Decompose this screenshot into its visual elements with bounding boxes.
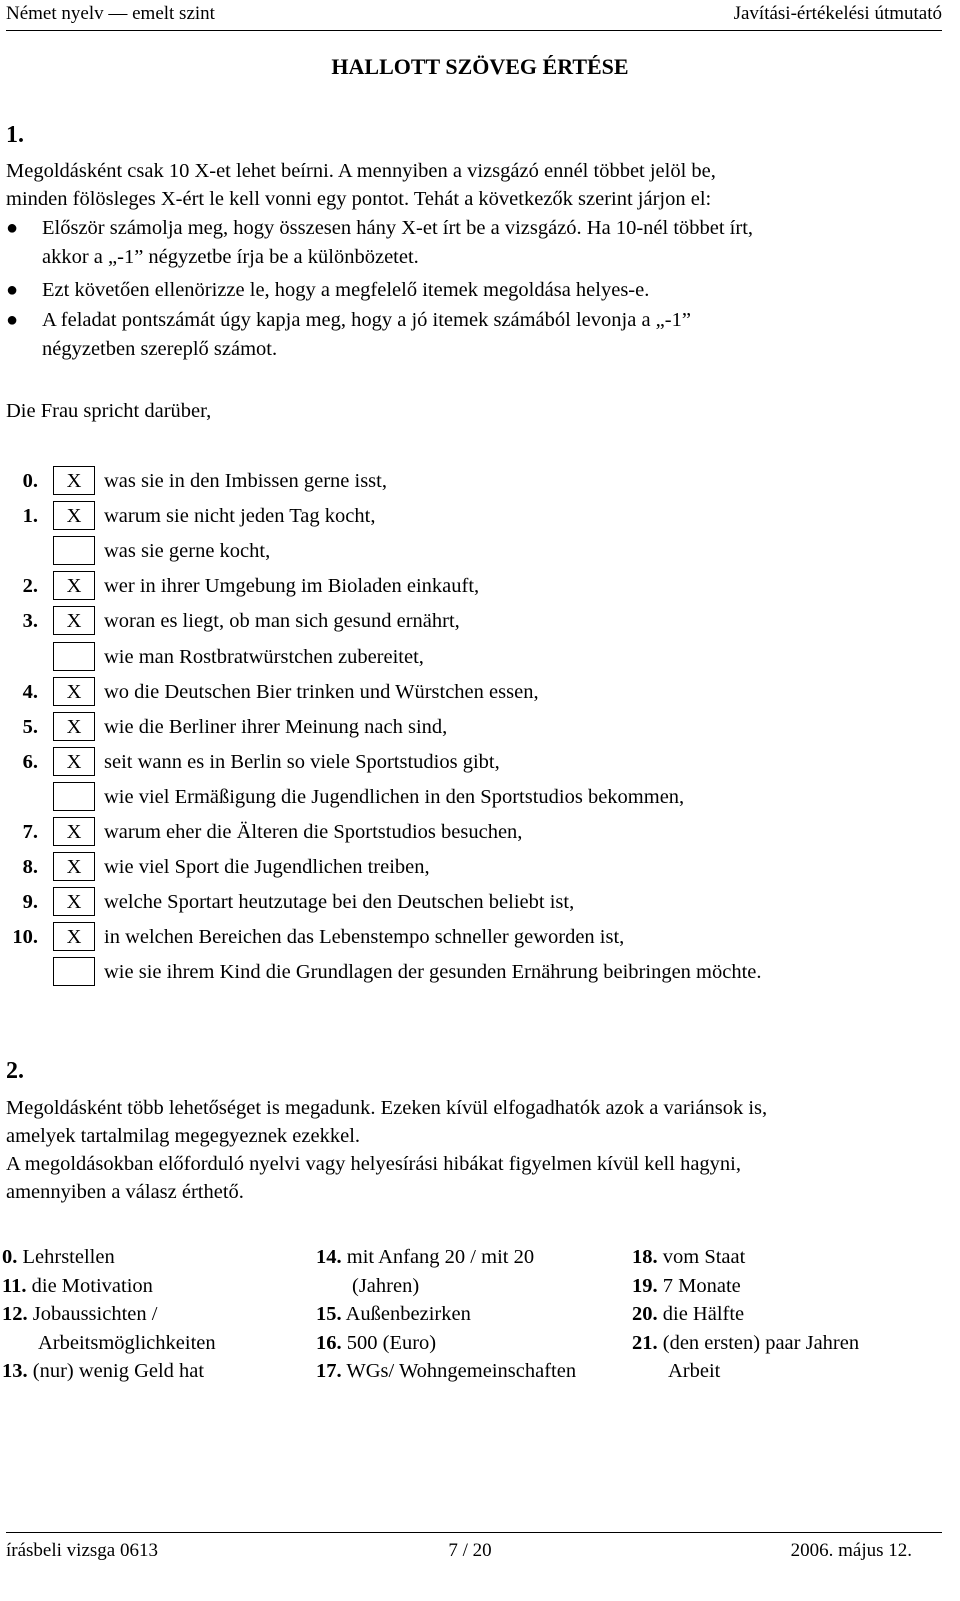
answer-checkbox: X — [53, 571, 95, 600]
option-text: warum eher die Älteren die Sportstudios besuchen, — [104, 821, 523, 843]
option-text: was sie in den Imbissen gerne isst, — [104, 470, 387, 492]
answer-text: Jobaussichten / — [32, 1303, 158, 1325]
option-row — [0, 747, 930, 777]
option-text: seit wann es in Berlin so viele Sportstudios gibt, — [104, 750, 500, 773]
answer-text: 500 (Euro) — [346, 1331, 437, 1354]
answer-item — [2, 1243, 115, 1272]
task2-para2-line1: A megoldásokban előforduló nyelvi vagy helyesírási hibákat figyelmen kívül kell hagyni, — [6, 1153, 741, 1175]
option-row — [0, 536, 930, 566]
bullet-text-line1: Először számolja meg, hogy összesen hány X-et írt be a vizsgázó. Ha 10-nél többet írt, — [42, 217, 754, 239]
option-number: 5. — [22, 715, 38, 738]
answer-item — [2, 1357, 204, 1386]
answer-item — [632, 1300, 744, 1329]
option-row — [0, 501, 930, 531]
answer-item — [2, 1300, 157, 1329]
answer-item — [632, 1243, 745, 1272]
answer-number: 21. — [632, 1331, 658, 1354]
option-text: wie viel Ermäßigung die Jugendlichen in den Sportstudios bekommen, — [104, 785, 685, 808]
option-text: was sie gerne kocht, — [104, 540, 271, 563]
task2-para1-line1: Megoldásként több lehetőséget is megadunk. Ezeken kívül elfogadhatók azok a variánsok is, — [6, 1097, 768, 1119]
option-number: 9. — [22, 891, 38, 914]
option-row — [0, 677, 930, 707]
task1-lead: Die Frau spricht darüber, — [6, 400, 212, 422]
answer-checkbox: X — [53, 466, 95, 495]
option-row — [0, 887, 930, 917]
option-number: 7. — [22, 821, 38, 843]
answer-number: 13. — [2, 1360, 28, 1382]
answer-text: Arbeit — [668, 1360, 721, 1382]
answer-text: die Motivation — [31, 1274, 153, 1297]
answer-item — [316, 1300, 471, 1329]
header-guide-title: Javítási-értékelési útmutató — [733, 3, 942, 24]
answer-item — [2, 1272, 153, 1301]
answer-number: 11. — [2, 1274, 27, 1297]
answer-text: die Hälfte — [662, 1303, 745, 1325]
bullet-icon: ● — [6, 217, 19, 239]
bullet-text-line1: A feladat pontszámát úgy kapja meg, hogy a jó itemek számából levonja a „-1” — [42, 309, 691, 331]
option-row — [0, 571, 930, 601]
option-row — [0, 642, 930, 672]
bullet-text-line1: Ezt követően ellenörizze le, hogy a megfelelő itemek megoldása helyes-e. — [42, 279, 650, 301]
answer-checkbox: X — [53, 852, 95, 881]
answer-text: (Jahren) — [352, 1274, 420, 1297]
footer-date: 2006. május 12. — [790, 1540, 912, 1561]
option-row — [0, 817, 930, 847]
option-number: 2. — [22, 575, 38, 598]
option-text: wer in ihrer Umgebung im Bioladen einkauft, — [104, 575, 480, 598]
answer-number: 19. — [632, 1274, 658, 1297]
answer-number: 15. — [316, 1303, 342, 1325]
option-text: wie die Berliner ihrer Meinung nach sind, — [104, 715, 448, 738]
bullet-icon: ● — [6, 309, 19, 331]
page-header — [6, 0, 942, 31]
answer-checkbox: X — [53, 922, 95, 951]
answer-checkbox: X — [53, 712, 95, 741]
header-subject: Német nyelv — emelt szint — [6, 3, 215, 24]
task2-number: 2. — [6, 1058, 24, 1084]
answer-item — [632, 1357, 720, 1386]
option-text: wie man Rostbratwürstchen zubereitet, — [104, 645, 424, 668]
option-row — [0, 922, 930, 952]
option-text: wie sie ihrem Kind die Grundlagen der gesunden Ernährung beibringen möchte. — [104, 961, 762, 984]
answer-checkbox: X — [53, 677, 95, 706]
answer-checkbox — [53, 957, 95, 986]
answer-number: 20. — [632, 1303, 658, 1325]
option-number: 4. — [22, 680, 38, 703]
footer-exam-code: írásbeli vizsga 0613 — [6, 1540, 158, 1561]
task2-para1-line2: amelyek tartalmilag megegyeznek ezekkel. — [6, 1125, 361, 1147]
answer-checkbox: X — [53, 817, 95, 846]
option-text: woran es liegt, ob man sich gesund ernährt, — [104, 610, 460, 633]
bullet-icon: ● — [6, 279, 19, 301]
answer-number: 16. — [316, 1331, 342, 1354]
option-text: warum sie nicht jeden Tag kocht, — [104, 505, 376, 528]
section-title: HALLOTT SZÖVEG ÉRTÉSE — [331, 54, 629, 79]
answer-item — [2, 1329, 216, 1358]
task1-intro-line2: minden fölösleges X-ért le kell vonni egy pontot. Tehát a következők szerint járjon el: — [6, 188, 712, 210]
answer-checkbox: X — [53, 887, 95, 916]
task1-bullet — [6, 214, 936, 271]
answer-checkbox: X — [53, 747, 95, 776]
option-text: wo die Deutschen Bier trinken und Würstchen essen, — [104, 680, 539, 703]
option-row — [0, 782, 930, 812]
answer-text: mit Anfang 20 / mit 20 — [346, 1246, 535, 1268]
footer-page-number: 7 / 20 — [448, 1540, 492, 1561]
task1-intro-line1: Megoldásként csak 10 X-et lehet beírni. A mennyiben a vizsgázó ennél többet jelöl be, — [6, 160, 716, 182]
answer-checkbox: X — [53, 501, 95, 530]
option-text: wie viel Sport die Jugendlichen treiben, — [104, 856, 430, 879]
option-row — [0, 852, 930, 882]
answer-checkbox: X — [53, 606, 95, 635]
answer-text: Lehrstellen — [22, 1246, 115, 1268]
option-row — [0, 606, 930, 636]
answer-text: vom Staat — [662, 1246, 746, 1268]
answer-item — [316, 1357, 576, 1386]
answer-text: 7 Monate — [662, 1274, 741, 1297]
task1-bullet — [6, 276, 936, 305]
answer-number: 17. — [316, 1360, 342, 1382]
option-text: in welchen Bereichen das Lebenstempo schneller geworden ist, — [104, 926, 625, 949]
answer-number: 0. — [2, 1246, 18, 1268]
answer-checkbox — [53, 642, 95, 671]
task2-para2-line2: amennyiben a válasz érthető. — [6, 1181, 244, 1203]
answer-number: 18. — [632, 1246, 658, 1268]
answer-text: Außenbezirken — [345, 1303, 471, 1325]
answer-text: (nur) wenig Geld hat — [32, 1360, 205, 1382]
task1-number: 1. — [6, 122, 24, 148]
answer-checkbox — [53, 782, 95, 811]
option-number: 1. — [22, 505, 38, 528]
option-row — [0, 957, 930, 987]
bullet-text-line2: akkor a „-1” négyzetbe írja be a különbözetet. — [42, 245, 419, 268]
option-number: 10. — [12, 926, 38, 949]
answer-item — [632, 1329, 859, 1358]
footer-rule — [6, 1532, 942, 1533]
option-text: welche Sportart heutzutage bei den Deutschen beliebt ist, — [104, 891, 575, 914]
answer-item — [316, 1243, 534, 1272]
task1-bullet — [6, 306, 936, 363]
option-number: 3. — [22, 610, 38, 633]
answer-checkbox — [53, 536, 95, 565]
answer-number: 14. — [316, 1246, 342, 1268]
option-row — [0, 466, 930, 496]
option-row — [0, 712, 930, 742]
option-number: 0. — [22, 470, 38, 492]
answer-text: WGs/ Wohngemeinschaften — [346, 1360, 577, 1382]
answer-item — [316, 1329, 436, 1358]
answer-item — [632, 1272, 741, 1301]
answer-item — [316, 1272, 419, 1301]
option-number: 8. — [22, 856, 38, 879]
answer-text: Arbeitsmöglichkeiten — [38, 1331, 216, 1354]
answer-text: (den ersten) paar Jahren — [662, 1331, 860, 1354]
answer-number: 12. — [2, 1303, 28, 1325]
bullet-text-line2: négyzetben szereplő számot. — [42, 337, 278, 360]
option-number: 6. — [22, 750, 38, 773]
